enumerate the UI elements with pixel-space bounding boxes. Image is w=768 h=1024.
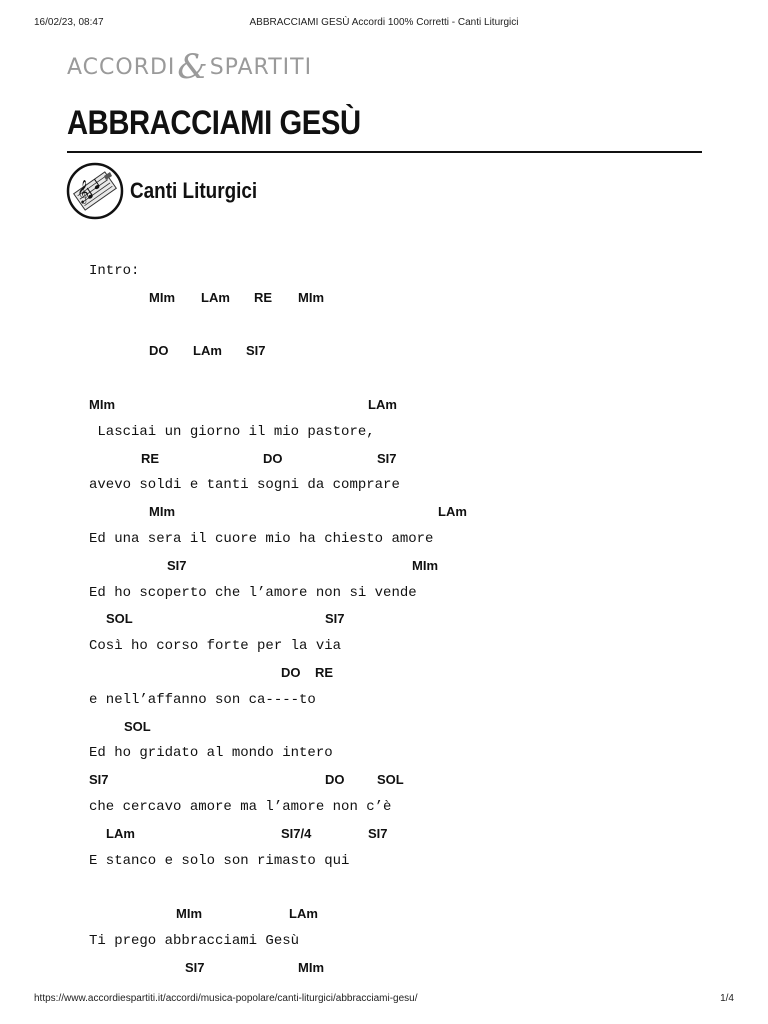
- chord[interactable]: SI7: [167, 557, 187, 573]
- title-divider: [67, 151, 702, 153]
- blank-line: [89, 874, 729, 901]
- chord[interactable]: LAm: [289, 906, 318, 922]
- lyric-line: Ti prego abbracciami Gesù: [89, 932, 300, 949]
- chord[interactable]: SI7: [89, 772, 109, 788]
- blank-line: [89, 312, 729, 339]
- chord[interactable]: LAm: [438, 504, 467, 520]
- chord[interactable]: LAm: [106, 825, 135, 841]
- chord[interactable]: RE: [141, 450, 160, 466]
- print-page-number: 1/4: [720, 993, 734, 1004]
- chord[interactable]: LAm: [368, 396, 397, 412]
- category-name: Canti Liturgici: [130, 178, 258, 203]
- logo-word-spartiti: SPARTITI: [209, 54, 313, 80]
- svg-text:𝄞: 𝄞: [77, 179, 89, 203]
- chord[interactable]: SI7: [325, 611, 345, 627]
- print-header: [0, 17, 768, 31]
- lyric-line: Lasciai un giorno il mio pastore,: [89, 423, 375, 440]
- chord[interactable]: RE: [254, 289, 273, 305]
- song-title: ABBRACCIAMI GESÙ: [67, 104, 361, 142]
- chord[interactable]: MIm: [298, 289, 324, 305]
- print-footer: [0, 993, 768, 1007]
- chord[interactable]: DO: [149, 343, 169, 359]
- chord[interactable]: DO: [281, 664, 301, 680]
- chord[interactable]: SOL: [124, 718, 151, 734]
- chord[interactable]: MIm: [89, 396, 115, 412]
- category-link[interactable]: [66, 162, 278, 220]
- lyric-line: E stanco e solo son rimasto qui: [89, 852, 350, 869]
- lyric-line: avevo soldi e tanti sogni da comprare: [89, 477, 400, 494]
- print-url: https://www.accordiespartiti.it/accordi/musica-popolare/canti-liturgici/abbracciami-gesu/: [34, 993, 418, 1004]
- lyric-line: Intro:: [89, 263, 140, 279]
- lyric-line: e nell’affanno son ca----to: [89, 691, 316, 708]
- lyric-line: Ed ho gridato al mondo intero: [89, 745, 333, 762]
- chord-line: [89, 606, 729, 633]
- chord[interactable]: SI7: [185, 959, 205, 975]
- chord-line: [89, 955, 729, 982]
- chord[interactable]: MIm: [176, 906, 202, 922]
- chord[interactable]: SI7/4: [281, 825, 312, 841]
- print-datetime: 16/02/23, 08:47: [34, 17, 104, 28]
- chord[interactable]: SI7: [368, 825, 388, 841]
- chord-line: [89, 660, 729, 687]
- chord-line: [89, 499, 729, 526]
- chord[interactable]: LAm: [193, 343, 222, 359]
- chord-line: [89, 392, 729, 419]
- chord[interactable]: SOL: [377, 772, 404, 788]
- chord-line: [89, 821, 729, 848]
- chord[interactable]: SI7: [377, 450, 397, 466]
- chord[interactable]: SOL: [106, 611, 133, 627]
- lyric-line: Ed ho scoperto che l’amore non si vende: [89, 584, 417, 601]
- site-logo[interactable]: [67, 47, 313, 87]
- print-page-title: ABBRACCIAMI GESÙ Accordi 100% Corretti - Canti Liturgici: [249, 17, 519, 28]
- chord[interactable]: DO: [263, 450, 283, 466]
- chord[interactable]: MIm: [149, 289, 175, 305]
- music-sheet-icon: [66, 162, 124, 220]
- chord[interactable]: SI7: [246, 343, 266, 359]
- chord-line: [89, 338, 729, 365]
- chord[interactable]: MIm: [298, 959, 324, 975]
- chord[interactable]: LAm: [201, 289, 230, 305]
- lyric-line: Ed una sera il cuore mio ha chiesto amore: [89, 530, 434, 547]
- logo-word-accordi: ACCORDI: [67, 54, 176, 80]
- chord-line: [89, 285, 729, 312]
- chord-line: [89, 446, 729, 473]
- lyric-line: Così ho corso forte per la via: [89, 638, 342, 655]
- chord[interactable]: RE: [315, 664, 334, 680]
- chord-line: [89, 714, 729, 741]
- chord[interactable]: MIm: [149, 504, 175, 520]
- blank-line: [89, 365, 729, 392]
- chord-line: [89, 767, 729, 794]
- chord[interactable]: MIm: [412, 557, 438, 573]
- lyrics-block: [89, 258, 729, 982]
- chord[interactable]: DO: [325, 772, 345, 788]
- chord-line: [89, 553, 729, 580]
- logo-ampersand: &: [177, 47, 208, 87]
- chord-line: [89, 901, 729, 928]
- lyric-line: che cercavo amore ma l’amore non c’è: [89, 798, 392, 815]
